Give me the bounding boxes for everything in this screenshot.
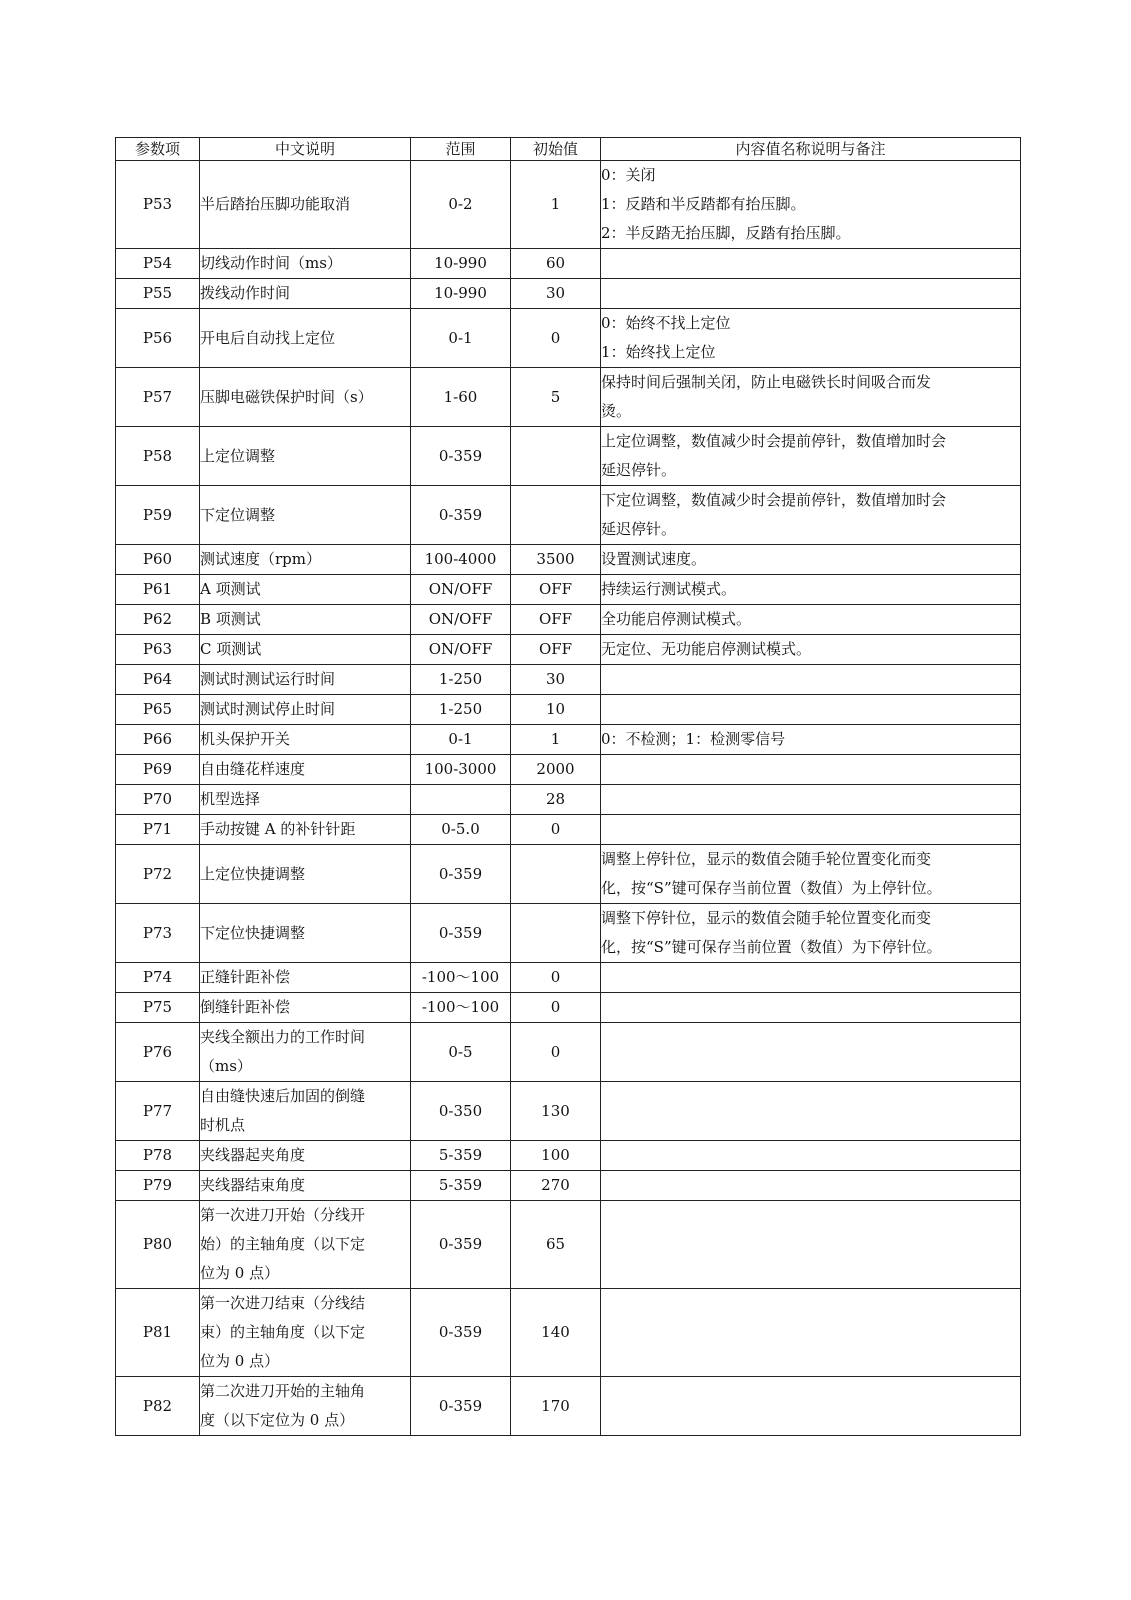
table-row [116,486,1021,545]
param-notes [601,309,1021,368]
param-range: ON/OFF [411,605,511,635]
description-line: 夹线器起夹角度 [200,1146,306,1164]
param-code: P81 [116,1289,200,1377]
note-line: 下定位调整，数值减少时会提前停针，数值增加时会 [601,491,947,509]
param-range: 0-359 [411,427,511,486]
description-line: 测试速度（rpm） [200,550,321,568]
table-row [116,904,1021,963]
description-line: 下定位快捷调整 [200,923,306,942]
param-initial-value: 2000 [511,755,601,785]
param-notes [601,605,1021,635]
table-row [116,249,1021,279]
param-range: 0-1 [411,309,511,368]
param-code: P62 [116,605,200,635]
param-description [200,904,411,963]
param-initial-value: 3500 [511,545,601,575]
note-line: 全功能启停测试模式。 [601,610,752,628]
param-initial-value [511,845,601,904]
param-description [200,279,411,309]
param-initial-value: 0 [511,815,601,845]
param-description [200,1023,411,1082]
description-line: 时机点 [200,1116,246,1134]
param-notes [601,1171,1021,1201]
note-line: 调整下停针位，显示的数值会随手轮位置变化而变 [601,909,932,927]
param-notes [601,427,1021,486]
table-row [116,755,1021,785]
note-line: 调整上停针位，显示的数值会随手轮位置变化而变 [601,850,932,868]
table-row [116,635,1021,665]
note-line: 0：关闭 [601,166,656,184]
param-description [200,575,411,605]
param-range: 0-350 [411,1082,511,1141]
param-description [200,1201,411,1289]
header-code: 参数项 [116,138,200,161]
param-notes [601,161,1021,249]
description-line: 下定位调整 [200,505,276,524]
header-initial-value: 初始值 [511,138,601,161]
description-line: 测试时测试运行时间 [200,670,336,688]
table-row [116,1201,1021,1289]
description-line: 自由缝快速后加固的倒缝 [200,1087,366,1105]
param-description [200,963,411,993]
header-range: 范围 [411,138,511,161]
param-range: 0-359 [411,1289,511,1377]
table-row [116,368,1021,427]
description-line: A 项测试 [200,580,261,598]
param-initial-value: 270 [511,1171,601,1201]
note-line: 上定位调整，数值减少时会提前停针，数值增加时会 [601,432,947,450]
param-description [200,635,411,665]
param-code: P65 [116,695,200,725]
param-range [411,785,511,815]
param-notes [601,993,1021,1023]
note-line: 烫。 [601,402,632,420]
table-row [116,427,1021,486]
description-line: 机头保护开关 [200,730,291,748]
param-description [200,368,411,427]
param-notes [601,1141,1021,1171]
param-code: P75 [116,993,200,1023]
param-initial-value: 0 [511,963,601,993]
param-description [200,785,411,815]
param-notes [601,279,1021,309]
param-range: 5-359 [411,1141,511,1171]
param-code: P53 [116,161,200,249]
table-row [116,1023,1021,1082]
table-row [116,605,1021,635]
param-range: 5-359 [411,1171,511,1201]
param-description [200,1377,411,1436]
description-line: 夹线全额出力的工作时间 [200,1028,366,1046]
description-line: 压脚电磁铁保护时间（s） [200,387,373,406]
description-line: 位为 0 点） [200,1264,280,1282]
table-row [116,725,1021,755]
param-initial-value: 1 [511,161,601,249]
param-code: P63 [116,635,200,665]
param-initial-value [511,904,601,963]
param-description [200,755,411,785]
description-line: 夹线器结束角度 [200,1176,306,1194]
description-line: 第一次进刀开始（分线开 [200,1206,366,1224]
table-row [116,279,1021,309]
param-description [200,427,411,486]
param-description [200,993,411,1023]
param-code: P80 [116,1201,200,1289]
table-row [116,993,1021,1023]
param-notes [601,963,1021,993]
table-row [116,845,1021,904]
table-row [116,309,1021,368]
param-description [200,161,411,249]
header-notes: 内容值名称说明与备注 [601,138,1021,161]
param-code: P55 [116,279,200,309]
table-row [116,785,1021,815]
description-line: 始）的主轴角度（以下定 [200,1235,366,1253]
note-line: 延迟停针。 [601,520,677,538]
param-initial-value: 100 [511,1141,601,1171]
note-line: 1：始终找上定位 [601,343,716,361]
param-range: 0-1 [411,725,511,755]
note-line: 0：始终不找上定位 [601,314,731,332]
param-range: 0-5 [411,1023,511,1082]
table-row [116,963,1021,993]
param-code: P60 [116,545,200,575]
table-header-row [116,138,1021,161]
param-code: P71 [116,815,200,845]
description-line: 正缝针距补偿 [200,968,291,986]
param-range: -100～100 [411,993,511,1023]
param-range: 0-359 [411,904,511,963]
param-range: 10-990 [411,279,511,309]
description-line: （ms） [200,1057,252,1075]
description-line: 倒缝针距补偿 [200,998,291,1016]
param-description [200,1171,411,1201]
description-line: 束）的主轴角度（以下定 [200,1323,366,1341]
param-description [200,845,411,904]
param-initial-value: 30 [511,279,601,309]
param-notes [601,695,1021,725]
table-row [116,1171,1021,1201]
param-initial-value: 1 [511,725,601,755]
param-initial-value: 28 [511,785,601,815]
param-range: 0-359 [411,1201,511,1289]
param-notes [601,368,1021,427]
table-body [116,161,1021,1436]
note-line: 2：半反踏无抬压脚，反踏有抬压脚。 [601,224,851,242]
param-code: P69 [116,755,200,785]
note-line: 设置测试速度。 [601,550,707,568]
table-row [116,1377,1021,1436]
description-line: 上定位快捷调整 [200,864,306,883]
param-code: P70 [116,785,200,815]
param-description [200,1141,411,1171]
param-range: 1-250 [411,695,511,725]
param-initial-value: 65 [511,1201,601,1289]
description-line: 开电后自动找上定位 [200,328,336,347]
table-row [116,665,1021,695]
param-notes [601,1082,1021,1141]
table-row [116,1289,1021,1377]
description-line: 测试时测试停止时间 [200,700,336,718]
note-line: 1：反踏和半反踏都有抬压脚。 [601,195,806,213]
param-notes [601,635,1021,665]
param-notes [601,249,1021,279]
param-notes [601,904,1021,963]
param-range: -100～100 [411,963,511,993]
param-range: 1-250 [411,665,511,695]
description-line: 位为 0 点） [200,1352,280,1370]
param-range: 0-2 [411,161,511,249]
table-row [116,1082,1021,1141]
param-notes [601,785,1021,815]
note-line: 0：不检测；1：检测零信号 [601,730,786,748]
param-initial-value [511,427,601,486]
parameter-table [115,137,1021,1436]
param-code: P77 [116,1082,200,1141]
param-code: P61 [116,575,200,605]
param-initial-value: OFF [511,575,601,605]
param-code: P58 [116,427,200,486]
param-range: ON/OFF [411,635,511,665]
param-range: 100-3000 [411,755,511,785]
table-row [116,1141,1021,1171]
description-line: 度（以下定位为 0 点） [200,1411,355,1429]
param-initial-value: 140 [511,1289,601,1377]
header-description: 中文说明 [200,138,411,161]
description-line: 第二次进刀开始的主轴角 [200,1382,366,1400]
param-notes [601,1023,1021,1082]
param-range: ON/OFF [411,575,511,605]
param-notes [601,1289,1021,1377]
description-line: 拨线动作时间 [200,284,291,302]
param-code: P54 [116,249,200,279]
table-row [116,545,1021,575]
description-line: 机型选择 [200,790,261,808]
param-description [200,1082,411,1141]
param-code: P56 [116,309,200,368]
param-description [200,725,411,755]
description-line: 自由缝花样速度 [200,760,306,778]
table-row [116,695,1021,725]
param-notes [601,665,1021,695]
param-notes [601,1201,1021,1289]
param-code: P73 [116,904,200,963]
param-notes [601,545,1021,575]
param-notes [601,575,1021,605]
note-line: 无定位、无功能启停测试模式。 [601,640,812,658]
description-line: 切线动作时间（ms） [200,254,342,272]
param-notes [601,815,1021,845]
param-description [200,309,411,368]
param-initial-value: 130 [511,1082,601,1141]
param-initial-value: 10 [511,695,601,725]
param-code: P59 [116,486,200,545]
param-range: 1-60 [411,368,511,427]
param-description [200,1289,411,1377]
param-initial-value: OFF [511,605,601,635]
param-description [200,545,411,575]
param-initial-value: 170 [511,1377,601,1436]
param-initial-value: 60 [511,249,601,279]
table-row [116,815,1021,845]
note-line: 保持时间后强制关闭，防止电磁铁长时间吸合而发 [601,373,932,391]
param-initial-value: 0 [511,309,601,368]
param-range: 100-4000 [411,545,511,575]
note-line: 化，按“S”键可保存当前位置（数值）为上停针位。 [601,879,942,897]
param-code: P72 [116,845,200,904]
note-line: 持续运行测试模式。 [601,580,737,598]
param-initial-value: 30 [511,665,601,695]
param-range: 10-990 [411,249,511,279]
param-range: 0-359 [411,845,511,904]
param-initial-value: 5 [511,368,601,427]
param-description [200,665,411,695]
description-line: B 项测试 [200,610,261,628]
param-code: P82 [116,1377,200,1436]
param-notes [601,486,1021,545]
param-code: P78 [116,1141,200,1171]
param-code: P57 [116,368,200,427]
param-initial-value: 0 [511,993,601,1023]
param-notes [601,755,1021,785]
description-line: 手动按键 A 的补针针距 [200,820,356,838]
param-initial-value: OFF [511,635,601,665]
table-row [116,161,1021,249]
param-initial-value: 0 [511,1023,601,1082]
param-description [200,815,411,845]
param-description [200,695,411,725]
description-line: 上定位调整 [200,446,276,465]
param-notes [601,1377,1021,1436]
param-code: P76 [116,1023,200,1082]
param-description [200,249,411,279]
note-line: 延迟停针。 [601,461,677,479]
param-code: P79 [116,1171,200,1201]
param-range: 0-359 [411,1377,511,1436]
param-notes [601,725,1021,755]
param-range: 0-359 [411,486,511,545]
param-notes [601,845,1021,904]
param-code: P64 [116,665,200,695]
param-code: P74 [116,963,200,993]
param-code: P66 [116,725,200,755]
description-line: 第一次进刀结束（分线结 [200,1294,366,1312]
param-description [200,486,411,545]
table-row [116,575,1021,605]
description-line: 半后踏抬压脚功能取消 [200,195,351,213]
description-line: C 项测试 [200,640,262,658]
note-line: 化，按“S”键可保存当前位置（数值）为下停针位。 [601,938,942,956]
param-range: 0-5.0 [411,815,511,845]
param-initial-value [511,486,601,545]
param-description [200,605,411,635]
